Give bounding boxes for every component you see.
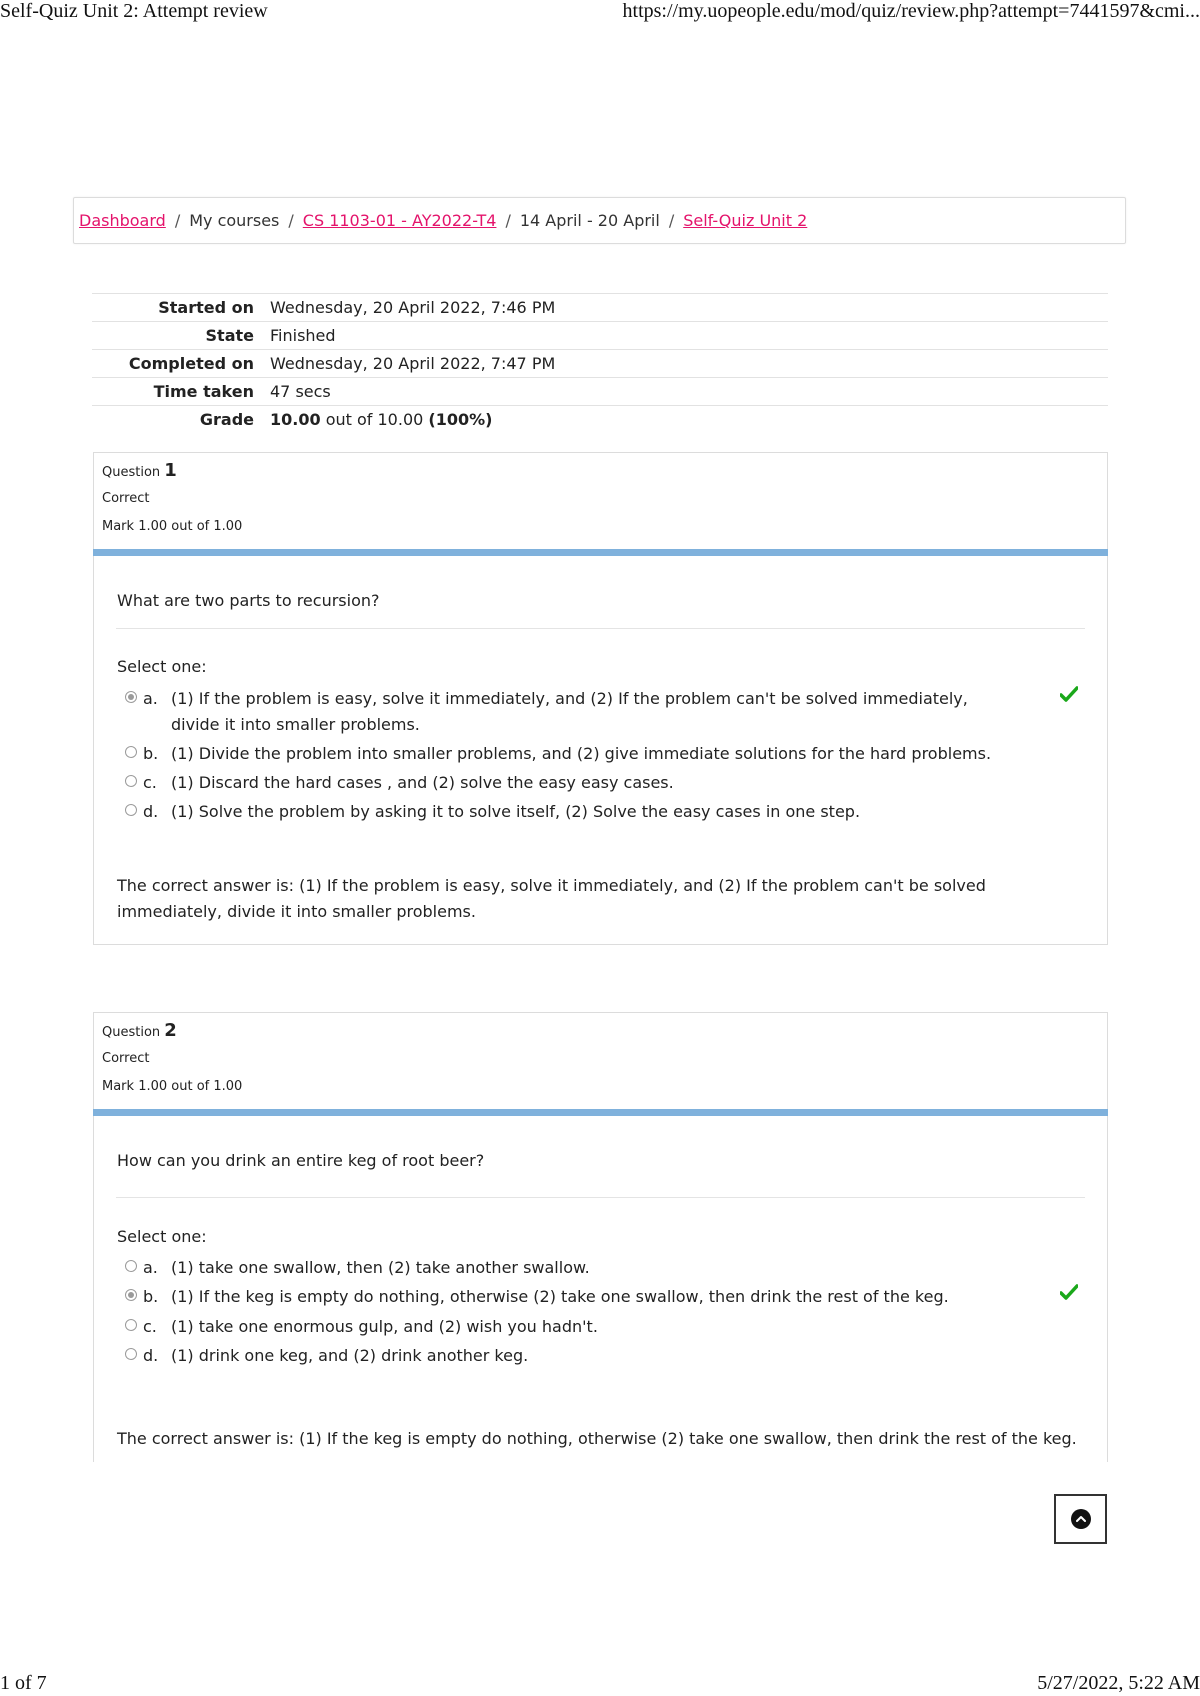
summary-row-state bbox=[92, 322, 1108, 350]
summary-value: Wednesday, 20 April 2022, 7:46 PM bbox=[270, 294, 1108, 322]
breadcrumb-course[interactable]: CS 1103-01 - AY2022-T4 bbox=[302, 211, 497, 230]
radio-button[interactable] bbox=[125, 1348, 137, 1360]
check-icon bbox=[1060, 686, 1078, 702]
page-count: 1 of 7 bbox=[0, 1672, 47, 1694]
summary-label: Grade bbox=[92, 406, 270, 434]
question-number: Question 1 bbox=[102, 460, 177, 481]
summary-label: Completed on bbox=[92, 350, 270, 378]
summary-label: Time taken bbox=[92, 378, 270, 406]
summary-row-started bbox=[92, 294, 1108, 322]
option-text: (1) drink one keg, and (2) drink another keg. bbox=[171, 1346, 529, 1365]
radio-button[interactable] bbox=[125, 746, 137, 758]
question-divider bbox=[116, 628, 1085, 629]
arrow-up-circle-icon bbox=[1071, 1509, 1091, 1529]
question-feedback bbox=[93, 1400, 1108, 1462]
grade-out-of: out of 10.00 bbox=[320, 410, 429, 429]
option-letter: d. bbox=[143, 802, 159, 821]
grade-score: 10.00 bbox=[270, 410, 321, 429]
question-body bbox=[93, 556, 1108, 856]
answer-option-b[interactable] bbox=[125, 741, 1025, 767]
radio-button[interactable] bbox=[125, 775, 137, 787]
question-mark: Mark 1.00 out of 1.00 bbox=[102, 519, 243, 534]
option-letter: d. bbox=[143, 1346, 159, 1365]
check-icon bbox=[1060, 1284, 1078, 1300]
option-text: (1) take one swallow, then (2) take another swallow. bbox=[171, 1258, 590, 1277]
answer-option-d[interactable] bbox=[125, 799, 1025, 825]
option-letter: b. bbox=[143, 744, 159, 763]
option-letter: a. bbox=[143, 689, 158, 708]
question-info-bar bbox=[93, 1109, 1108, 1116]
option-letter: c. bbox=[143, 773, 157, 792]
option-text: (1) take one enormous gulp, and (2) wish you hadn't. bbox=[171, 1317, 598, 1336]
breadcrumb-quiz[interactable]: Self-Quiz Unit 2 bbox=[683, 211, 808, 230]
question-body bbox=[93, 1116, 1108, 1400]
breadcrumb-separator: / bbox=[288, 211, 294, 230]
question-status: Correct bbox=[102, 491, 150, 506]
radio-button[interactable] bbox=[125, 1260, 137, 1272]
question-text: How can you drink an entire keg of root beer? bbox=[117, 1151, 485, 1170]
question-info bbox=[93, 452, 1108, 549]
question-text: What are two parts to recursion? bbox=[117, 591, 380, 610]
option-letter: b. bbox=[143, 1287, 159, 1306]
question-feedback bbox=[93, 856, 1108, 945]
correct-answer-text: The correct answer is: (1) If the keg is empty do nothing, otherwise (2) take one swallow, then drink the rest of the keg. bbox=[117, 1429, 1077, 1448]
summary-value bbox=[270, 406, 1108, 434]
question-number: Question 2 bbox=[102, 1020, 177, 1041]
answer-option-c[interactable] bbox=[125, 1314, 1025, 1340]
option-text: (1) Discard the hard cases , and (2) solve the easy easy cases. bbox=[171, 773, 674, 792]
summary-row-time bbox=[92, 378, 1108, 406]
summary-row-grade bbox=[92, 406, 1108, 434]
radio-button[interactable] bbox=[125, 1319, 137, 1331]
page-title: Self-Quiz Unit 2: Attempt review bbox=[0, 0, 268, 22]
radio-button[interactable] bbox=[125, 691, 137, 703]
option-letter: c. bbox=[143, 1317, 157, 1336]
summary-row-completed bbox=[92, 350, 1108, 378]
answer-option-a[interactable] bbox=[125, 1255, 1025, 1281]
page-url: https://my.uopeople.edu/mod/quiz/review.php?attempt=7441597&cmi... bbox=[622, 0, 1200, 22]
attempt-summary-table bbox=[92, 293, 1108, 434]
answer-option-b[interactable] bbox=[125, 1284, 1025, 1310]
breadcrumb-separator: / bbox=[505, 211, 511, 230]
summary-label: State bbox=[92, 322, 270, 350]
breadcrumb-separator: / bbox=[668, 211, 675, 230]
answer-option-c[interactable] bbox=[125, 770, 1025, 796]
summary-value: Wednesday, 20 April 2022, 7:47 PM bbox=[270, 350, 1108, 378]
option-text: (1) If the problem is easy, solve it immediately, and (2) If the problem can't be solved immediately, divide it into smaller problems. bbox=[171, 689, 968, 734]
question-divider bbox=[116, 1197, 1085, 1198]
question-info bbox=[93, 1012, 1108, 1109]
summary-value: 47 secs bbox=[270, 378, 1108, 406]
radio-button[interactable] bbox=[125, 804, 137, 816]
radio-button[interactable] bbox=[125, 1289, 137, 1301]
correct-answer-text: The correct answer is: (1) If the problem is easy, solve it immediately, and (2) If the problem can't be solved immediately, divide it into smaller problems. bbox=[117, 876, 986, 921]
breadcrumb-separator: / bbox=[174, 211, 181, 230]
question-mark: Mark 1.00 out of 1.00 bbox=[102, 1079, 243, 1094]
select-one-label: Select one: bbox=[117, 657, 207, 676]
summary-label: Started on bbox=[92, 294, 270, 322]
question-status: Correct bbox=[102, 1051, 150, 1066]
back-to-top-button[interactable] bbox=[1054, 1494, 1107, 1544]
print-footer bbox=[0, 1672, 1200, 1696]
option-letter: a. bbox=[143, 1258, 158, 1277]
answer-option-d[interactable] bbox=[125, 1343, 1025, 1369]
option-text: (1) If the keg is empty do nothing, otherwise (2) take one swallow, then drink the rest of the keg. bbox=[171, 1287, 949, 1306]
breadcrumb bbox=[73, 197, 1126, 244]
select-one-label: Select one: bbox=[117, 1227, 207, 1246]
breadcrumb-my-courses: My courses bbox=[189, 211, 280, 230]
breadcrumb-week: 14 April - 20 April bbox=[519, 211, 660, 230]
question-info-bar bbox=[93, 549, 1108, 556]
option-text: (1) Divide the problem into smaller problems, and (2) give immediate solutions for the hard problems. bbox=[171, 744, 992, 763]
breadcrumb-dashboard[interactable]: Dashboard bbox=[79, 211, 166, 230]
answer-option-a[interactable] bbox=[125, 686, 1025, 738]
print-header bbox=[0, 0, 1200, 26]
print-datetime: 5/27/2022, 5:22 AM bbox=[1037, 1672, 1200, 1694]
grade-percent: (100%) bbox=[428, 410, 493, 429]
summary-value: Finished bbox=[270, 322, 1108, 350]
option-text: (1) Solve the problem by asking it to solve itself, (2) Solve the easy cases in one step. bbox=[171, 802, 861, 821]
